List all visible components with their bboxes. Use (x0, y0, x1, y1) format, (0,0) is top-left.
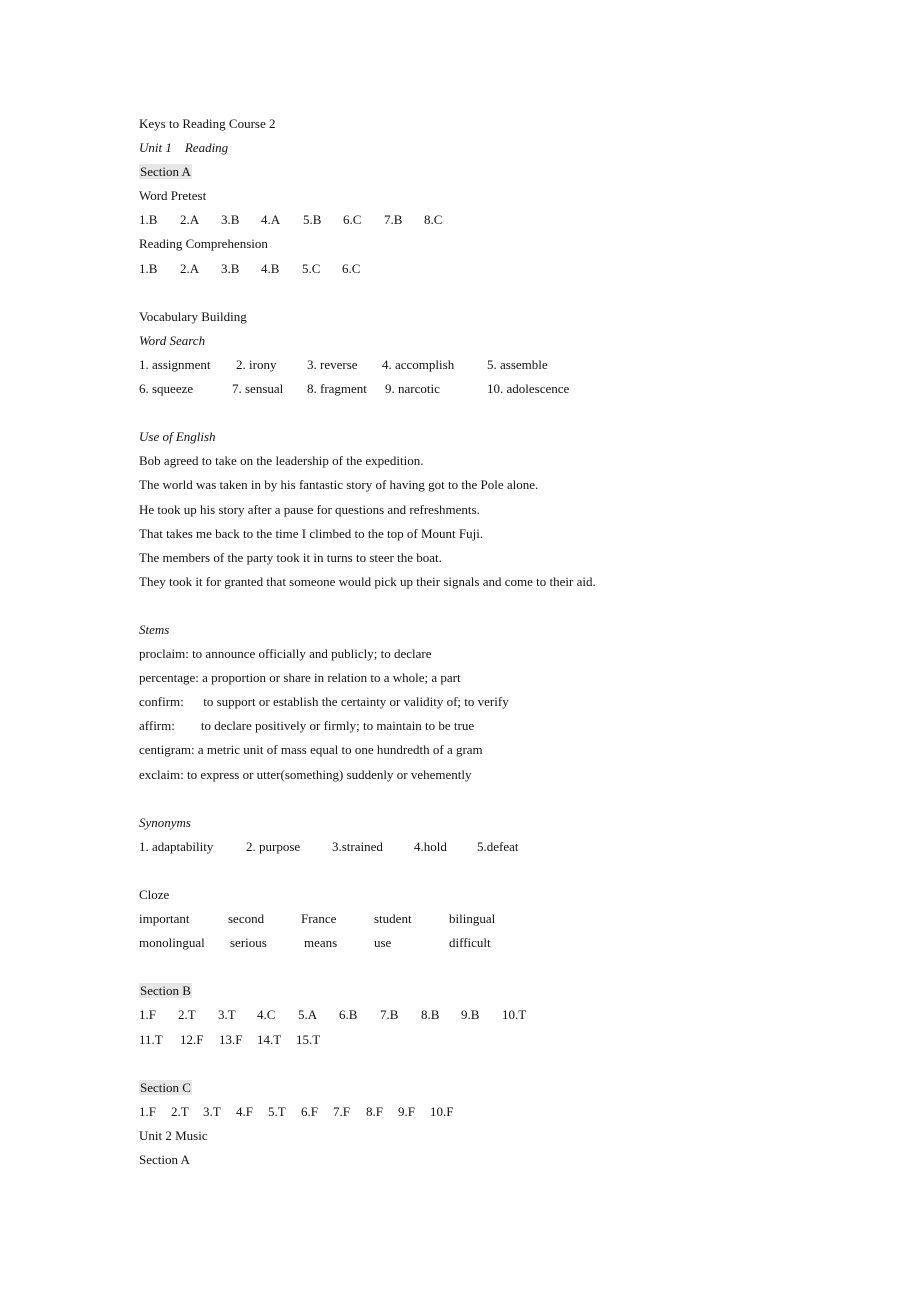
cloze-answer: serious (230, 935, 267, 951)
synonym-answer: 4.hold (414, 838, 447, 854)
answer: 6.C (342, 260, 361, 276)
word-search-answer: 8. fragment (307, 381, 367, 397)
cloze-row-2 (139, 934, 819, 958)
document-page (139, 115, 819, 1175)
cloze-answer: student (374, 911, 412, 927)
answer: 7.B (384, 212, 403, 228)
answer: 6.F (301, 1103, 318, 1119)
use-of-english-line: That takes me back to the time I climbed to the top of Mount Fuji. (139, 525, 484, 541)
unit-1-heading: Unit 1 Reading (139, 140, 229, 156)
word-search-answer: 4. accomplish (382, 356, 455, 372)
answer: 6.B (339, 1007, 358, 1023)
word-search-answer: 6. squeeze (139, 381, 194, 397)
word-search-answer: 2. irony (236, 356, 277, 372)
answer: 7.F (333, 1103, 350, 1119)
stems-line: centigram: a metric unit of mass equal to one hundredth of a gram (139, 742, 483, 758)
answer: 10.F (430, 1103, 454, 1119)
word-pretest-answers (139, 211, 819, 235)
section-b-row-1 (139, 1006, 819, 1030)
section-b-row-2 (139, 1031, 819, 1055)
answer: 10.T (502, 1007, 527, 1023)
stems-line: exclaim: to express or utter(something) suddenly or vehemently (139, 766, 472, 782)
use-of-english-line: The members of the party took it in turns to steer the boat. (139, 549, 442, 565)
section-c-heading: Section C (140, 1079, 191, 1095)
answer: 4.C (257, 1007, 276, 1023)
answer: 15.T (296, 1031, 321, 1047)
answer: 9.B (461, 1007, 480, 1023)
answer: 13.F (219, 1031, 243, 1047)
word-search-answer: 1. assignment (139, 356, 211, 372)
cloze-answer: monolingual (139, 935, 205, 951)
answer: 5.T (268, 1103, 286, 1119)
answer: 3.B (221, 260, 240, 276)
answer: 8.F (366, 1103, 383, 1119)
section-b-heading: Section B (140, 983, 191, 999)
answer: 1.F (139, 1103, 156, 1119)
answer: 12.F (180, 1031, 204, 1047)
answer: 4.F (236, 1103, 253, 1119)
answer: 3.B (221, 212, 240, 228)
stems-heading: Stems (139, 621, 170, 637)
cloze-answer: second (228, 911, 265, 927)
vocabulary-building-heading: Vocabulary Building (139, 308, 247, 324)
cloze-heading: Cloze (139, 887, 170, 902)
word-search-answer: 7. sensual (232, 381, 284, 397)
word-search-answer: 3. reverse (307, 356, 358, 372)
synonym-answer: 5.defeat (477, 838, 519, 854)
word-search-row-1 (139, 356, 819, 380)
synonym-answer: 1. adaptability (139, 838, 214, 854)
answer: 1.B (139, 212, 158, 228)
stems-line: proclaim: to announce officially and publicly; to declare (139, 646, 432, 662)
answer: 2.T (171, 1103, 189, 1119)
answer: 5.A (298, 1007, 318, 1023)
answer: 8.B (421, 1007, 440, 1023)
cloze-answer: France (301, 911, 337, 927)
cloze-answer: bilingual (449, 911, 496, 927)
word-pretest-heading: Word Pretest (139, 188, 207, 204)
answer: 3.T (218, 1007, 236, 1023)
word-search-row-2 (139, 380, 819, 404)
answer: 5.C (302, 260, 321, 276)
reading-comprehension-answers (139, 260, 819, 284)
cloze-answer: important (139, 911, 190, 927)
cloze-answer: means (304, 935, 338, 951)
stems-line: confirm: to support or establish the certainty or validity of; to verify (139, 694, 509, 710)
use-of-english-line: Bob agreed to take on the leadership of the expedition. (139, 453, 424, 469)
word-search-answer: 9. narcotic (385, 381, 440, 397)
answer: 5.B (303, 212, 322, 228)
synonyms-heading: Synonyms (139, 814, 191, 830)
synonyms-answers (139, 838, 819, 862)
answer: 3.T (203, 1103, 221, 1119)
cloze-row-1 (139, 910, 819, 934)
answer: 4.B (261, 260, 280, 276)
answer: 8.C (424, 212, 443, 228)
unit-2-heading: Unit 2 Music (139, 1127, 208, 1143)
stems-line: percentage: a proportion or share in relation to a whole; a part (139, 670, 461, 686)
cloze-answer: use (374, 935, 392, 951)
stems-line: affirm: to declare positively or firmly; to maintain to be true (139, 718, 475, 734)
word-search-heading: Word Search (139, 332, 206, 348)
use-of-english-line: He took up his story after a pause for questions and refreshments. (139, 501, 480, 517)
answer: 11.T (139, 1031, 163, 1047)
answer: 4.A (261, 212, 281, 228)
section-a-heading: Section A (140, 164, 191, 180)
answer: 2.A (180, 260, 200, 276)
answer: 7.B (380, 1007, 399, 1023)
cloze-answer: difficult (449, 935, 491, 951)
section-c-answers (139, 1103, 819, 1127)
unit-2-section-a-heading: Section A (139, 1152, 190, 1168)
answer: 2.T (178, 1007, 196, 1023)
synonym-answer: 3.strained (332, 838, 383, 854)
answer: 1.B (139, 260, 158, 276)
answer: 2.A (180, 212, 200, 228)
doc-title: Keys to Reading Course 2 (139, 116, 276, 131)
word-search-answer: 10. adolescence (487, 381, 570, 397)
answer: 14.T (257, 1031, 282, 1047)
answer: 6.C (343, 212, 362, 228)
use-of-english-line: They took it for granted that someone would pick up their signals and come to their aid. (139, 573, 596, 589)
answer: 1.F (139, 1007, 156, 1023)
answer: 9.F (398, 1103, 415, 1119)
word-search-answer: 5. assemble (487, 356, 548, 372)
use-of-english-line: The world was taken in by his fantastic story of having got to the Pole alone. (139, 477, 539, 493)
reading-comprehension-heading: Reading Comprehension (139, 236, 268, 252)
synonym-answer: 2. purpose (246, 838, 301, 854)
use-of-english-heading: Use of English (139, 429, 216, 445)
